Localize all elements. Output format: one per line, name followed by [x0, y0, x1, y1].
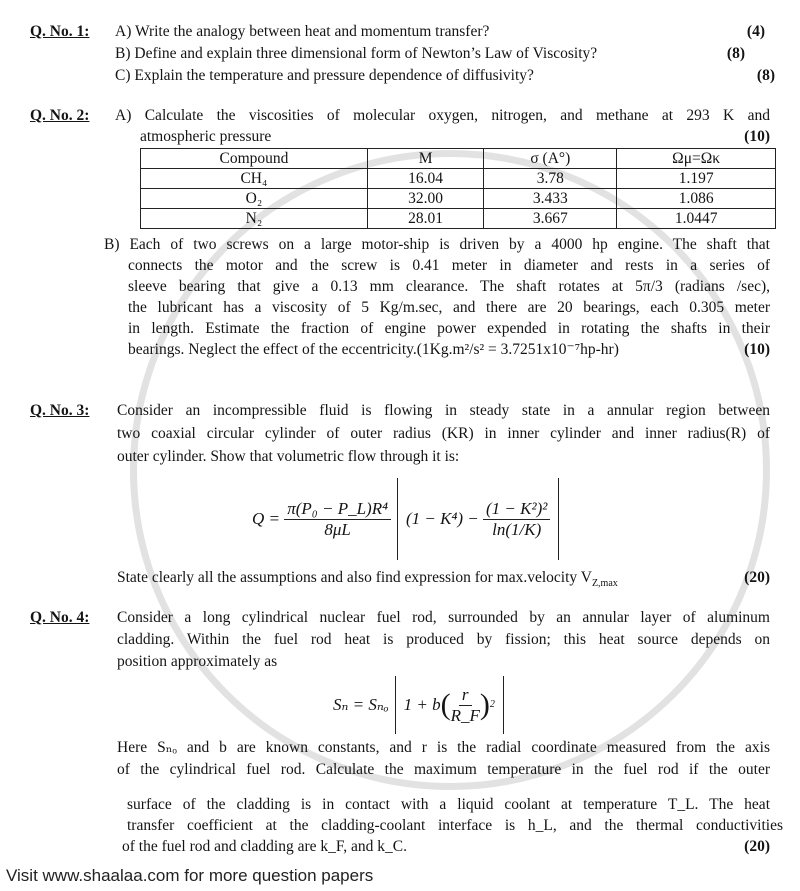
q2-part-a-row [140, 128, 770, 146]
q2-part-b-line: bearings. Neglect the effect of the eccentricity.(1Kg.m²/s² = 3.7251x10⁻⁷hp-hr) [128, 341, 619, 358]
q2-part-b-line: B) Each of two screws on a large motor-ship is driven by a 4000 hp engine. The shaft that [104, 236, 770, 253]
formula-numerator: (1 − K²)² [483, 499, 550, 520]
paren-close: ) [479, 688, 490, 721]
formula-numerator: π(P₀ − P_L)R⁴ [284, 499, 391, 520]
q2-b-marks: (10) [744, 341, 770, 358]
table-header: Compound [141, 149, 368, 169]
table-header: σ (A°) [484, 149, 617, 169]
formula-fraction [451, 685, 480, 726]
q2-part-b-line: connects the motor and the screw is 0.41 meter in diameter and rests in a series of [128, 257, 770, 274]
table-cell: 1.197 [617, 169, 776, 189]
table-header: M [367, 149, 483, 169]
formula-bracket: 1 + b ( $\frac{r}{R\_F}$ ) 2 [395, 676, 504, 734]
table-header-row [141, 149, 776, 169]
formula-numerator: r [459, 685, 472, 706]
q4-line: cladding. Within the fuel rod heat is produced by fission; this heat source depends on [117, 631, 770, 648]
q1-label: Q. No. 1: [30, 23, 90, 40]
q3-label: Q. No. 3: [30, 402, 90, 419]
table-cell: N₂ [141, 209, 368, 229]
formula-lhs: Q = [252, 509, 280, 528]
q2-part-b-line: in length. Estimate the fraction of engine power expended in rotating the shafts in their [128, 320, 770, 337]
table-cell: 3.78 [484, 169, 617, 189]
q1-b-marks: (8) [726, 45, 745, 62]
q4-line: position approximately as [117, 653, 278, 670]
table-row [141, 189, 776, 209]
q2-part-a-line: atmospheric pressure [140, 128, 272, 145]
q3-formula [252, 476, 559, 562]
table-row [141, 209, 776, 229]
q2-part-a-line: A) Calculate the viscosities of molecular oxygen, nitrogen, and methane at 293 K and [115, 107, 770, 124]
table-cell: 28.01 [367, 209, 483, 229]
table-cell: CH₄ [141, 169, 368, 189]
q1-part-a: A) Write the analogy between heat and momentum transfer? [115, 23, 490, 40]
formula-term: 1 + b [403, 695, 441, 714]
q4-line: transfer coefficient at the cladding-coolant interface is h_L, and the thermal conductivities [127, 817, 783, 834]
table-cell: 16.04 [367, 169, 483, 189]
q4-line: of the cylindrical fuel rod. Calculate the maximum temperature in the fuel rod if the outer [117, 761, 770, 778]
formula-denominator: 8μL [324, 519, 351, 539]
table-cell: 1.086 [617, 189, 776, 209]
paren-open: ( [440, 688, 451, 721]
q4-label: Q. No. 4: [30, 609, 90, 626]
table-cell: 3.433 [484, 189, 617, 209]
table-cell: O₂ [141, 189, 368, 209]
q3-line: Consider an incompressible fluid is flowing in steady state in a annular region between [117, 402, 770, 419]
table-cell: 1.0447 [617, 209, 776, 229]
q3-last-line-text: State clearly all the assumptions and also find expression for max.velocity V [117, 569, 592, 586]
formula-lhs: Sₙ = Sₙₒ [333, 695, 389, 714]
q1-part-a-row [115, 23, 765, 41]
formula-term: (1 − K⁴) − [406, 509, 479, 528]
q3-line: two coaxial circular cylinder of outer radius (KR) in inner cylinder and inner radius(R) of [117, 425, 770, 442]
properties-table [140, 148, 776, 229]
q2-a-marks: (10) [744, 128, 770, 145]
q3-marks: (20) [744, 569, 770, 586]
q4-line: of the fuel rod and cladding are k_F, and k_C. [122, 838, 408, 855]
table-cell: 32.00 [367, 189, 483, 209]
q1-part-c: C) Explain the temperature and pressure dependence of diffusivity? [115, 67, 534, 84]
footer-link[interactable]: Visit www.shaalaa.com for more question papers [6, 866, 374, 885]
q1-part-b: B) Define and explain three dimensional form of Newton’s Law of Viscosity? [115, 45, 598, 62]
q1-part-c-row [115, 67, 775, 85]
formula-fraction [284, 499, 391, 540]
q3-last-line [117, 569, 618, 590]
q4-line: Consider a long cylindrical nuclear fuel rod, surrounded by an annular layer of aluminum [117, 609, 770, 626]
q4-marks: (20) [744, 838, 770, 855]
table-cell: 3.667 [484, 209, 617, 229]
q1-c-marks: (8) [756, 67, 775, 84]
q2-part-b-line: the lubricant has a viscosity of 5 Kg/m.sec, and there are 20 bearings, each 0.305 meter [128, 299, 770, 316]
q1-a-marks: (4) [746, 23, 765, 40]
table-header: Ωμ=Ωκ [617, 149, 776, 169]
table-row [141, 169, 776, 189]
q2-part-b-line: sleeve bearing that give a 0.13 mm clearance. The shaft rotates at 5π/3 (radians /sec), [128, 278, 770, 295]
q4-line: surface of the cladding is in contact with a liquid coolant at temperature T_L. The heat [127, 796, 770, 813]
q3-last-row [117, 569, 770, 590]
formula-fraction [483, 499, 550, 540]
q2-label: Q. No. 2: [30, 107, 90, 124]
q4-last-row [122, 838, 770, 856]
formula-denominator: R_F [450, 705, 480, 725]
q4-formula [333, 675, 504, 735]
formula-bracket [397, 478, 559, 560]
q4-line: Here Sₙₒ and b are known constants, and r is the radial coordinate measured from the axis [117, 739, 770, 756]
q2-part-b-last-row [128, 341, 770, 359]
formula-denominator: ln(1/K) [492, 519, 542, 539]
q1-part-b-row [115, 45, 745, 63]
q3-line: outer cylinder. Show that volumetric flow through it is: [117, 448, 460, 465]
velocity-subscript: Z,max [591, 578, 618, 590]
